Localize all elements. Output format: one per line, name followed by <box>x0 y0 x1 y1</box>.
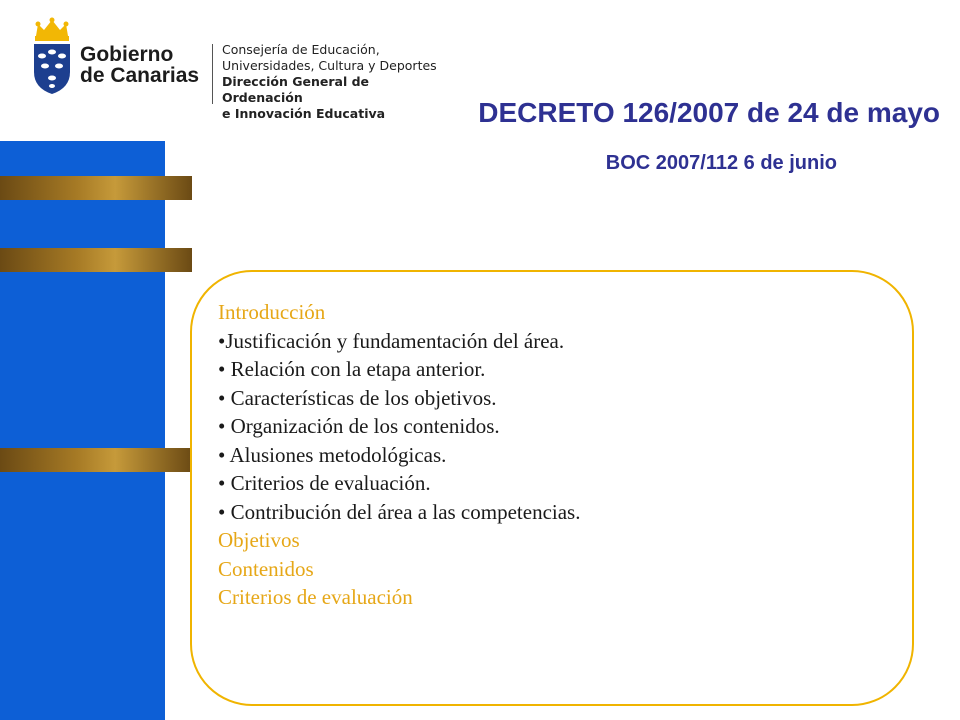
section-heading: Introducción <box>218 300 326 324</box>
section-heading: Criterios de evaluación <box>218 585 413 609</box>
list-item: •Justificación y fundamentación del área. <box>218 328 565 353</box>
gold-band-1 <box>0 176 192 200</box>
gold-band-2 <box>0 248 192 272</box>
government-name-line2: de Canarias <box>80 64 200 87</box>
list-item: • Organización de los contenidos. <box>218 414 500 438</box>
list-item: • Contribución del área a las competencias. <box>218 499 581 524</box>
section-heading: Objetivos <box>218 528 300 552</box>
logo-block <box>28 16 437 121</box>
section-heading: Contenidos <box>218 556 314 581</box>
canarias-crest-icon <box>28 16 76 96</box>
list-item: • Relación con la etapa anterior. <box>218 357 486 381</box>
logo-divider <box>212 44 213 104</box>
list-item: • Alusiones metodológicas. <box>218 442 447 467</box>
org-line-4: e Innovación Educativa <box>222 106 386 121</box>
list-item: • Características de los objetivos. <box>218 385 497 410</box>
government-name-line1: Gobierno <box>80 43 174 66</box>
org-line-2: Universidades, Cultura y Deportes <box>222 58 437 73</box>
list-item: • Criterios de evaluación. <box>218 471 431 495</box>
side-bar <box>0 141 165 720</box>
content-list <box>218 298 898 612</box>
government-name <box>80 44 210 86</box>
gold-band-3 <box>0 448 192 472</box>
org-line-1: Consejería de Educación, <box>222 42 380 57</box>
page-subtitle: BOC 2007/112 6 de junio <box>605 152 837 174</box>
page-title: DECRETO 126/2007 de 24 de mayo <box>478 97 940 128</box>
org-line-3: Dirección General de Ordenación <box>222 74 370 105</box>
